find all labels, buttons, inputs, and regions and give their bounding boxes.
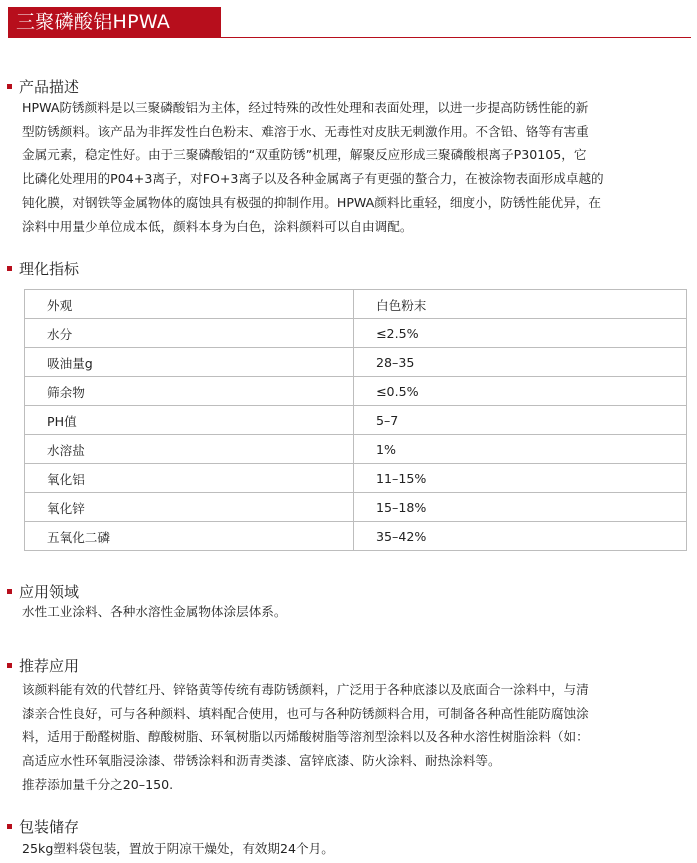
application-paragraph — [22, 600, 694, 624]
description-paragraph — [22, 96, 694, 238]
paragraph-line: 涂料中用量少单位成本低，颜料本身为白色，涂料颜料可以自由调配。 — [22, 218, 413, 234]
page-header — [8, 7, 691, 39]
spec-name-cell: 氧化铝 — [25, 464, 354, 493]
section-title-description — [7, 77, 79, 97]
spec-value-cell: 1% — [354, 435, 687, 464]
paragraph-line: 比磷化处理用的P04+3离子，对FO+3离子以及各种金属离子有更强的螯合力，在被涂物表面形成卓越的 — [22, 171, 604, 187]
section-title-text: 应用领域 — [19, 583, 80, 601]
section-title-text: 推荐应用 — [19, 657, 80, 675]
paragraph-line: 钝化膜，对钢铁等金属物体的腐蚀具有极强的抑制作用。HPWA颜料比重轻，细度小，防锈性能优异，在 — [22, 194, 601, 210]
specs-table — [24, 289, 687, 551]
spec-name-cell: PH值 — [25, 406, 354, 435]
bullet-square-icon — [7, 663, 12, 668]
spec-name-cell: 五氧化二磷 — [25, 522, 354, 551]
spec-value-cell: ≤2.5% — [354, 319, 687, 348]
bullet-square-icon — [7, 824, 12, 829]
spec-value-cell: 28–35 — [354, 348, 687, 377]
section-title-storage — [7, 817, 79, 837]
table-row — [25, 493, 687, 522]
table-row — [25, 319, 687, 348]
spec-value-cell: 5–7 — [354, 406, 687, 435]
section-title-specs — [7, 259, 79, 279]
paragraph-line: 漆亲合性良好，可与各种颜料、填料配合使用，也可与各种防锈颜料合用，可制备各种高性能防腐蚀涂 — [22, 705, 589, 721]
spec-value-cell: 11–15% — [354, 464, 687, 493]
paragraph-line: 水性工业涂料、各种水溶性金属物体涂层体系。 — [22, 604, 287, 619]
header-divider — [8, 37, 691, 38]
bullet-square-icon — [7, 589, 12, 594]
table-row — [25, 522, 687, 551]
spec-name-cell: 水分 — [25, 319, 354, 348]
section-title-application — [7, 582, 79, 602]
table-row — [25, 377, 687, 406]
paragraph-line: 推荐添加量千分之20–150. — [22, 776, 174, 792]
paragraph-line: 高适应水性环氧脂浸涂漆、带锈涂料和沥青类漆、富锌底漆、防火涂料、耐热涂料等。 — [22, 753, 501, 769]
spec-name-cell: 筛余物 — [25, 377, 354, 406]
page-title: 三聚磷酸铝HPWA — [8, 7, 221, 37]
spec-value-cell: 35–42% — [354, 522, 687, 551]
paragraph-line: 25kg塑料袋包装，置放于阴凉干燥处，有效期24个月。 — [22, 841, 334, 856]
paragraph-line: 料，适用于酚醛树脂、醇酸树脂、环氧树脂以丙烯酸树脂等溶剂型涂料以及各种水溶性树脂涂料（如： — [22, 729, 589, 745]
section-title-text: 理化指标 — [19, 260, 80, 278]
paragraph-line: 该颜料能有效的代替红丹、锌铬黄等传统有毒防锈颜料，广泛用于各种底漆以及底面合一涂料中，与清 — [22, 682, 589, 697]
paragraph-line: HPWA防锈颜料是以三聚磷酸铝为主体，经过特殊的改性处理和表面处理，以进一步提高防锈性能的新 — [22, 100, 589, 115]
paragraph-line: 金属元素，稳定性好。由于三聚磷酸铝的“双重防锈”机理，解聚反应形成三聚磷酸根离子P30105，它 — [22, 147, 587, 163]
bullet-square-icon — [7, 266, 12, 271]
paragraph-line: 型防锈颜料。该产品为非挥发性白色粉末、难溶于水、无毒性对皮肤无刺激作用。不含铅、铬等有害重 — [22, 123, 589, 139]
section-title-text: 产品描述 — [19, 78, 80, 96]
table-row — [25, 406, 687, 435]
table-row — [25, 348, 687, 377]
section-title-recommended — [7, 656, 79, 676]
spec-name-cell: 吸油量g — [25, 348, 354, 377]
spec-value-cell: ≤0.5% — [354, 377, 687, 406]
table-row — [25, 464, 687, 493]
spec-name-cell: 氧化锌 — [25, 493, 354, 522]
spec-name-cell: 水溶盐 — [25, 435, 354, 464]
spec-name-cell: 外观 — [25, 290, 354, 319]
spec-value-cell: 白色粉末 — [354, 290, 687, 319]
recommended-paragraph — [22, 678, 694, 797]
section-title-text: 包装储存 — [19, 818, 80, 836]
table-row — [25, 435, 687, 464]
storage-paragraph — [22, 837, 694, 861]
table-row — [25, 290, 687, 319]
bullet-square-icon — [7, 84, 12, 89]
spec-value-cell: 15–18% — [354, 493, 687, 522]
